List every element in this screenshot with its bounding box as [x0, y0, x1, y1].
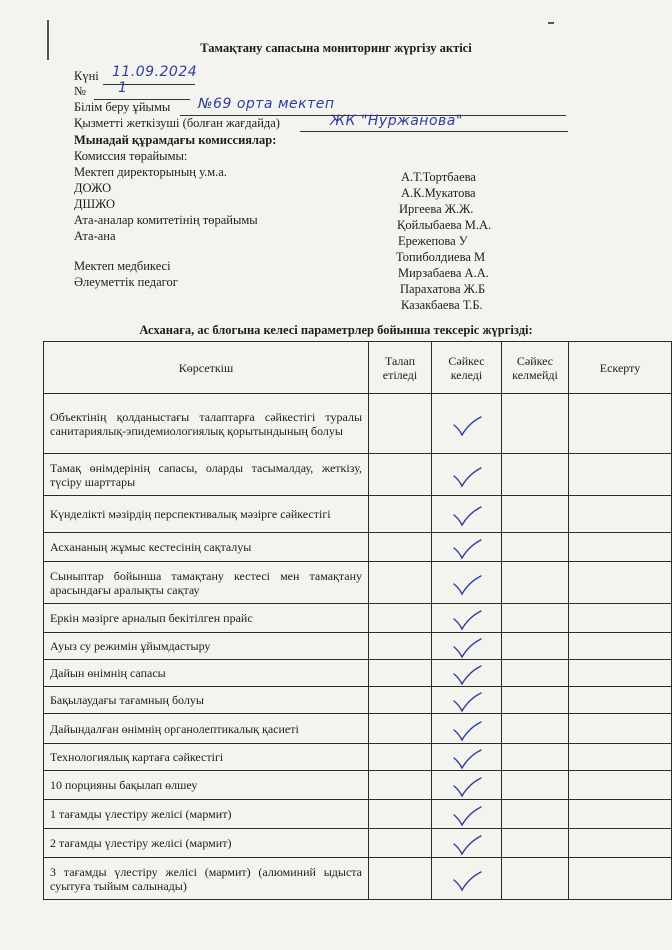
table-row [44, 829, 672, 858]
indicator-cell: Асхананың жұмыс кестесінің сақталуы [44, 533, 369, 562]
required-cell [369, 687, 432, 714]
note-cell [569, 660, 672, 687]
member-item: Қойлыбаева М.А. [397, 218, 492, 232]
table-row [44, 800, 672, 829]
indicator-cell: Дайындалған өнімнің органолептикалық қасиеті [44, 714, 369, 744]
not-matches-cell [502, 829, 569, 858]
role-item: Ата-аналар комитетінің төрайымы [74, 213, 258, 227]
role-item: Ата-ана [74, 229, 116, 243]
indicator-cell: Тамақ өнімдерінің сапасы, оларды тасымалдау, жеткізу, түсіру шарттары [44, 454, 369, 496]
header-required: Талап етіледі [369, 342, 432, 394]
matches-cell [432, 660, 502, 687]
checkmark-icon [450, 870, 484, 892]
note-cell [569, 533, 672, 562]
checkmark-icon [450, 505, 484, 527]
table-row [44, 660, 672, 687]
not-matches-cell [502, 454, 569, 496]
header-matches: Сәйкес келеді [432, 342, 502, 394]
member-item: Ережепова У [398, 234, 468, 248]
note-cell [569, 562, 672, 604]
matches-cell [432, 687, 502, 714]
matches-cell [432, 858, 502, 900]
note-cell [569, 714, 672, 744]
table-row [44, 633, 672, 660]
not-matches-cell [502, 604, 569, 633]
required-cell [369, 454, 432, 496]
document-title: Тамақтану сапасына мониторинг жүргізу актісі [200, 41, 472, 55]
required-cell [369, 858, 432, 900]
date-underline [103, 84, 195, 85]
not-matches-cell [502, 633, 569, 660]
page-scratch-mark [548, 22, 554, 24]
matches-cell [432, 771, 502, 800]
indicator-cell: Еркін мәзірге арналып бекітілген прайс [44, 604, 369, 633]
not-matches-cell [502, 714, 569, 744]
required-cell [369, 533, 432, 562]
indicator-cell: Ауыз су режимін ұйымдастыру [44, 633, 369, 660]
role-item: Әлеуметтік педагог [74, 275, 178, 289]
checkmark-icon [450, 776, 484, 798]
date-value: 11.09.2024 [112, 64, 198, 80]
table-row [44, 394, 672, 454]
matches-cell [432, 829, 502, 858]
indicator-cell: 3 тағамды үлестіру желісі (мармит) (алюминий ыдыста суытуға тыйым салынады) [44, 858, 369, 900]
checkmark-icon [450, 637, 484, 659]
note-cell [569, 744, 672, 771]
required-cell [369, 714, 432, 744]
required-cell [369, 660, 432, 687]
not-matches-cell [502, 496, 569, 533]
required-cell [369, 496, 432, 533]
note-cell [569, 800, 672, 829]
not-matches-cell [502, 660, 569, 687]
header-not-matches: Сәйкес келмейді [502, 342, 569, 394]
note-cell [569, 829, 672, 858]
matches-cell [432, 533, 502, 562]
supplier-label: Қызметті жеткізуші (болған жағдайда) [74, 116, 280, 130]
chair-label: Комиссия төрайымы: [74, 149, 188, 163]
role-item: Мектеп медбикесі [74, 259, 171, 273]
checkmark-icon [450, 720, 484, 742]
member-item: А.Т.Тортбаева [401, 170, 476, 184]
indicator-cell: Күнделікті мәзірдің перспективалық мәзірге сәйкестігі [44, 496, 369, 533]
header-note: Ескерту [569, 342, 672, 394]
note-cell [569, 454, 672, 496]
member-item: Казакбаева Т.Б. [401, 298, 483, 312]
supplier-underline [300, 131, 568, 132]
not-matches-cell [502, 771, 569, 800]
inspection-heading: Асханаға, ас блогына келесі параметрлер бойынша тексеріс жүргізді: [139, 323, 533, 337]
matches-cell [432, 714, 502, 744]
matches-cell [432, 633, 502, 660]
required-cell [369, 604, 432, 633]
not-matches-cell [502, 744, 569, 771]
indicator-cell: 2 тағамды үлестіру желісі (мармит) [44, 829, 369, 858]
required-cell [369, 744, 432, 771]
table-row [44, 562, 672, 604]
indicator-cell: Сыныптар бойынша тамақтану кестесі мен тамақтану арасындағы аралықты сақтау [44, 562, 369, 604]
matches-cell [432, 394, 502, 454]
table-row [44, 744, 672, 771]
table-row [44, 496, 672, 533]
table-row [44, 771, 672, 800]
note-cell [569, 394, 672, 454]
header-indicator: Көрсеткіш [44, 342, 369, 394]
indicator-cell: 10 порцияны бақылап өлшеу [44, 771, 369, 800]
indicator-cell: 1 тағамды үлестіру желісі (мармит) [44, 800, 369, 829]
checkmark-icon [450, 748, 484, 770]
note-cell [569, 604, 672, 633]
note-cell [569, 858, 672, 900]
note-cell [569, 496, 672, 533]
indicator-cell: Дайын өнімнің сапасы [44, 660, 369, 687]
checkmark-icon [450, 538, 484, 560]
matches-cell [432, 496, 502, 533]
table-row [44, 533, 672, 562]
number-value: 1 [118, 80, 128, 96]
not-matches-cell [502, 533, 569, 562]
role-item: Мектеп директорының у.м.а. [74, 165, 227, 179]
matches-cell [432, 800, 502, 829]
not-matches-cell [502, 800, 569, 829]
not-matches-cell [502, 858, 569, 900]
checkmark-icon [450, 664, 484, 686]
matches-cell [432, 562, 502, 604]
number-label: № [74, 84, 86, 98]
inspection-table [43, 341, 672, 900]
member-item: Иргеева Ж.Ж. [399, 202, 474, 216]
note-cell [569, 687, 672, 714]
indicator-cell: Бақылаудағы тағамның болуы [44, 687, 369, 714]
checkmark-icon [450, 466, 484, 488]
member-item: Топиболдиева М [396, 250, 486, 264]
school-label: Білім беру ұйымы [74, 100, 171, 114]
required-cell [369, 633, 432, 660]
note-cell [569, 633, 672, 660]
required-cell [369, 771, 432, 800]
table-row [44, 858, 672, 900]
checkmark-icon [450, 691, 484, 713]
note-cell [569, 771, 672, 800]
required-cell [369, 562, 432, 604]
matches-cell [432, 604, 502, 633]
table-row [44, 714, 672, 744]
table-header-row [44, 342, 672, 394]
role-item: ДОЖО [74, 181, 112, 195]
checkmark-icon [450, 805, 484, 827]
checkmark-icon [450, 574, 484, 596]
required-cell [369, 829, 432, 858]
table-row [44, 604, 672, 633]
date-label: Күні [74, 69, 99, 83]
indicator-cell: Объектінің қолданыстағы талаптарға сәйкестігі туралы санитариялық-эпидемиологиялық қорытындының болуы [44, 394, 369, 454]
school-value: №69 орта мектеп [198, 96, 335, 112]
member-item: Мирзабаева А.А. [398, 266, 489, 280]
not-matches-cell [502, 687, 569, 714]
commission-heading: Мынадай құрамдағы комиссиялар: [74, 133, 277, 147]
required-cell [369, 394, 432, 454]
not-matches-cell [502, 562, 569, 604]
required-cell [369, 800, 432, 829]
table-row [44, 454, 672, 496]
matches-cell [432, 454, 502, 496]
member-item: А.К.Мукатова [401, 186, 476, 200]
checkmark-icon [450, 834, 484, 856]
checkmark-icon [450, 415, 484, 437]
checkmark-icon [450, 609, 484, 631]
matches-cell [432, 744, 502, 771]
not-matches-cell [502, 394, 569, 454]
supplier-value: ЖК "Нуржанова" [330, 113, 463, 129]
table-row [44, 687, 672, 714]
indicator-cell: Технологиялық картаға сәйкестігі [44, 744, 369, 771]
role-item: ДШЖО [74, 197, 116, 211]
member-item: Парахатова Ж.Б [400, 282, 486, 296]
